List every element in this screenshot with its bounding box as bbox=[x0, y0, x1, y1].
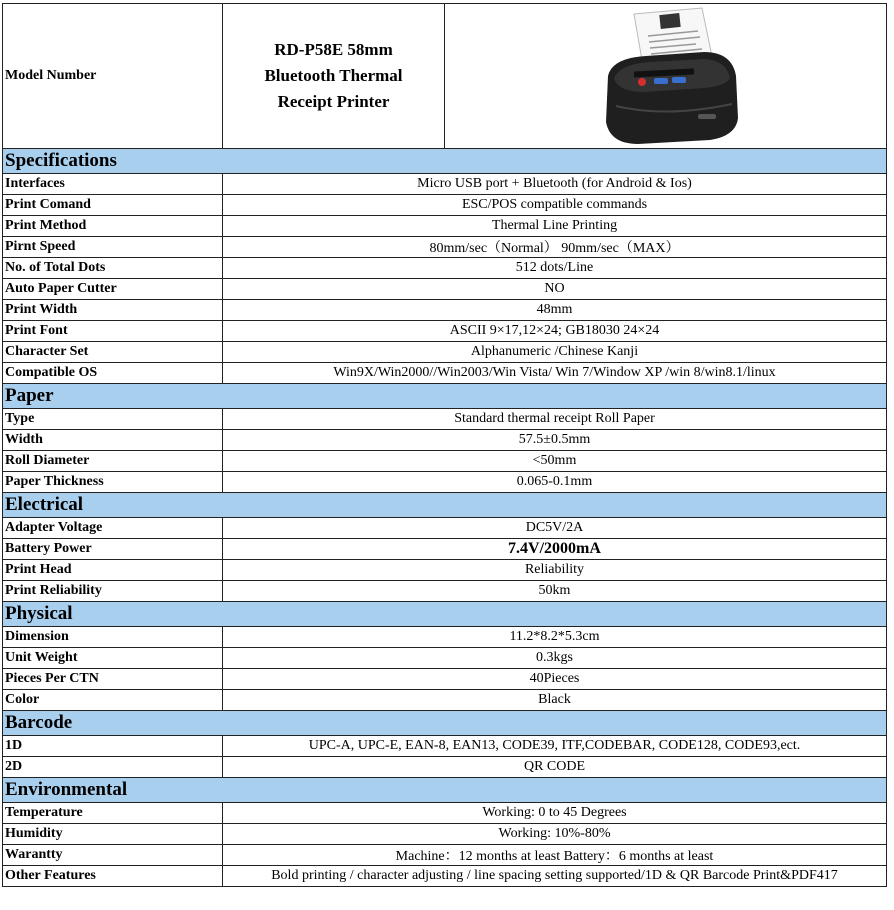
section-header-paper bbox=[3, 384, 887, 409]
row-value: Reliability bbox=[223, 560, 887, 581]
row-label: Temperature bbox=[3, 803, 223, 824]
row-value: UPC-A, UPC-E, EAN-8, EAN13, CODE39, ITF,CODEBAR, CODE128, CODE93,ect. bbox=[223, 736, 887, 757]
row-label: Paper Thickness bbox=[3, 472, 223, 493]
section-title: Paper bbox=[3, 384, 887, 409]
table-row bbox=[3, 690, 887, 711]
table-row bbox=[3, 472, 887, 493]
table-row bbox=[3, 195, 887, 216]
thermal-printer-icon bbox=[586, 6, 746, 146]
row-value: Bold printing / character adjusting / line spacing setting supported/1D & QR Barcode Print&PDF417 bbox=[223, 866, 887, 887]
row-label: Print Font bbox=[3, 321, 223, 342]
row-value: 40Pieces bbox=[223, 669, 887, 690]
table-row bbox=[3, 409, 887, 430]
table-row bbox=[3, 258, 887, 279]
table-row bbox=[3, 824, 887, 845]
table-row bbox=[3, 627, 887, 648]
row-label: Other Features bbox=[3, 866, 223, 887]
row-value: Alphanumeric /Chinese Kanji bbox=[223, 342, 887, 363]
row-value: QR CODE bbox=[223, 757, 887, 778]
row-value: 0.065-0.1mm bbox=[223, 472, 887, 493]
row-value: 512 dots/Line bbox=[223, 258, 887, 279]
table-row bbox=[3, 736, 887, 757]
row-label: Print Width bbox=[3, 300, 223, 321]
row-label: Print Head bbox=[3, 560, 223, 581]
table-row bbox=[3, 430, 887, 451]
row-label: Print Reliability bbox=[3, 581, 223, 602]
row-value: Black bbox=[223, 690, 887, 711]
row-label: Roll Diameter bbox=[3, 451, 223, 472]
row-value: Thermal Line Printing bbox=[223, 216, 887, 237]
table-row bbox=[3, 581, 887, 602]
section-header-electrical bbox=[3, 493, 887, 518]
row-label: Interfaces bbox=[3, 174, 223, 195]
row-value: Micro USB port + Bluetooth (for Android & Ios) bbox=[223, 174, 887, 195]
row-label: Humidity bbox=[3, 824, 223, 845]
section-header-specifications bbox=[3, 149, 887, 174]
row-label: Pirnt Speed bbox=[3, 237, 223, 258]
product-image-cell bbox=[445, 4, 887, 149]
row-label: Unit Weight bbox=[3, 648, 223, 669]
table-row bbox=[3, 648, 887, 669]
product-title-line: RD-P58E 58mm bbox=[274, 40, 393, 59]
row-value: DC5V/2A bbox=[223, 518, 887, 539]
row-value: Standard thermal receipt Roll Paper bbox=[223, 409, 887, 430]
table-row bbox=[3, 757, 887, 778]
row-label: Auto Paper Cutter bbox=[3, 279, 223, 300]
row-value: 48mm bbox=[223, 300, 887, 321]
section-title: Electrical bbox=[3, 493, 887, 518]
product-title bbox=[223, 4, 445, 149]
section-title: Environmental bbox=[3, 778, 887, 803]
row-label: Print Method bbox=[3, 216, 223, 237]
table-row bbox=[3, 669, 887, 690]
model-number-label: Model Number bbox=[3, 4, 223, 149]
section-header-environmental bbox=[3, 778, 887, 803]
row-value: 11.2*8.2*5.3cm bbox=[223, 627, 887, 648]
row-label: Dimension bbox=[3, 627, 223, 648]
table-row bbox=[3, 279, 887, 300]
row-label: Compatible OS bbox=[3, 363, 223, 384]
table-row bbox=[3, 342, 887, 363]
table-row bbox=[3, 451, 887, 472]
section-header-barcode bbox=[3, 711, 887, 736]
row-label: Width bbox=[3, 430, 223, 451]
table-row bbox=[3, 803, 887, 824]
row-label: 1D bbox=[3, 736, 223, 757]
table-row bbox=[3, 518, 887, 539]
row-value: 7.4V/2000mA bbox=[223, 539, 887, 560]
table-row bbox=[3, 560, 887, 581]
row-value: Machine：12 months at least Battery：6 months at least bbox=[223, 845, 887, 866]
row-value: Win9X/Win2000//Win2003/Win Vista/ Win 7/Window XP /win 8/win8.1/linux bbox=[223, 363, 887, 384]
row-value: ESC/POS compatible commands bbox=[223, 195, 887, 216]
row-label: 2D bbox=[3, 757, 223, 778]
row-label: Type bbox=[3, 409, 223, 430]
row-value: <50mm bbox=[223, 451, 887, 472]
table-row bbox=[3, 363, 887, 384]
spec-table-body bbox=[3, 4, 887, 887]
product-title-line: Receipt Printer bbox=[277, 92, 390, 111]
section-title: Barcode bbox=[3, 711, 887, 736]
row-label: Character Set bbox=[3, 342, 223, 363]
row-value: 50km bbox=[223, 581, 887, 602]
table-row bbox=[3, 174, 887, 195]
table-row bbox=[3, 321, 887, 342]
row-value: 0.3kgs bbox=[223, 648, 887, 669]
row-value: 57.5±0.5mm bbox=[223, 430, 887, 451]
row-value: ASCII 9×17,12×24; GB18030 24×24 bbox=[223, 321, 887, 342]
section-title: Specifications bbox=[3, 149, 887, 174]
row-value: Working: 10%-80% bbox=[223, 824, 887, 845]
row-value: Working: 0 to 45 Degrees bbox=[223, 803, 887, 824]
row-label: Adapter Voltage bbox=[3, 518, 223, 539]
row-label: No. of Total Dots bbox=[3, 258, 223, 279]
row-label: Color bbox=[3, 690, 223, 711]
row-label: Pieces Per CTN bbox=[3, 669, 223, 690]
section-title: Physical bbox=[3, 602, 887, 627]
table-row bbox=[3, 845, 887, 866]
row-label: Warantty bbox=[3, 845, 223, 866]
table-row bbox=[3, 237, 887, 258]
row-label: Print Comand bbox=[3, 195, 223, 216]
table-row bbox=[3, 216, 887, 237]
section-header-physical bbox=[3, 602, 887, 627]
table-row bbox=[3, 866, 887, 887]
row-label: Battery Power bbox=[3, 539, 223, 560]
table-row bbox=[3, 300, 887, 321]
row-value: 80mm/sec（Normal） 90mm/sec（MAX） bbox=[223, 237, 887, 258]
spec-table bbox=[2, 3, 887, 887]
table-row bbox=[3, 539, 887, 560]
header-row bbox=[3, 4, 887, 149]
product-title-line: Bluetooth Thermal bbox=[264, 66, 403, 85]
row-value: NO bbox=[223, 279, 887, 300]
